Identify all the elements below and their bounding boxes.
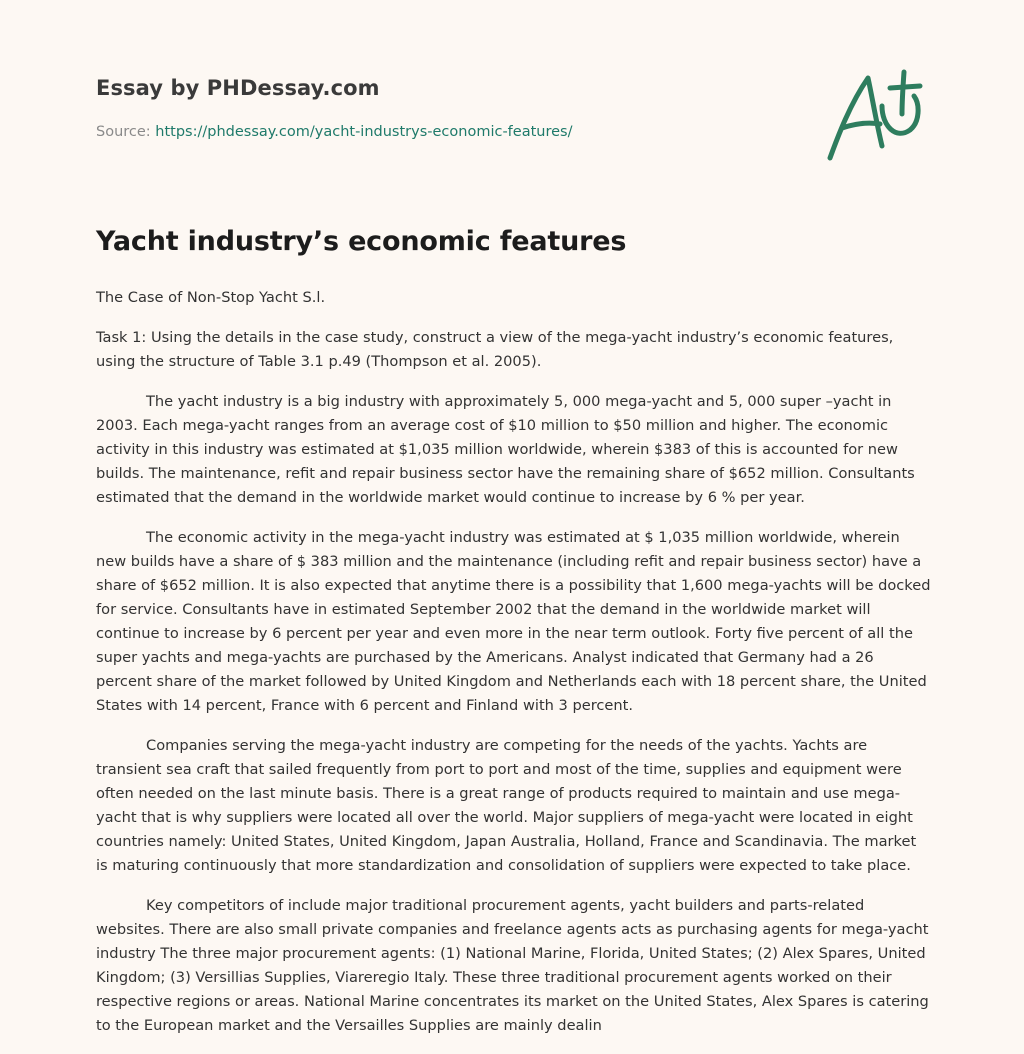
- body-paragraph: The economic activity in the mega-yacht industry was estimated at $ 1,035 million worldwide, wherein new builds have a share of $ 383 million and the maintenance (including refit and repair business sector) have a share of $652 million. It is also expected that anytime there is a possibility that 1,600 mega-yachts will be docked for service. Consultants have in estimated September 2002 that the demand in the worldwide market will continue to increase by 6 percent per year and even more in the near term outlook. Forty five percent of all the super yachts and mega-yachts are purchased by the Americans. Analyst indicated that Germany had a 26 percent share of the market followed by United Kingdom and Netherlands each with 18 percent share, the United States with 14 percent, France with 6 percent and Finland with 3 percent.: [96, 529, 931, 714]
- source-link[interactable]: https://phdessay.com/yacht-industrys-economic-features/: [155, 124, 573, 140]
- source-label: Source:: [96, 124, 156, 140]
- body-paragraph: Companies serving the mega-yacht industry are competing for the needs of the yachts. Yachts are transient sea craft that sailed frequently from port to port and most of the time, supplies and equipment were often needed on the last minute basis. There is a great range of products required to maintain and use mega-yacht that is why suppliers were located all over the world. Major suppliers of mega-yacht were located in eight countries namely: United States, United Kingdom, Japan Australia, Holland, France and Scandinavia. The market is maturing continuously that more standardization and consolidation of suppliers were expected to take place.: [96, 737, 917, 874]
- site-header: [96, 76, 380, 100]
- body-paragraph: The yacht industry is a big industry with approximately 5, 000 mega-yacht and 5, 000 super –yacht in 2003. Each mega-yacht ranges from an average cost of $10 million to $50 million and higher. The economic activity in this industry was estimated at $1,035 million worldwide, wherein $383 of this is accounted for new builds. The maintenance, refit and repair business sector have the remaining share of $652 million. Consultants estimated that the demand in the worldwide market would continue to increase by 6 % per year.: [96, 393, 915, 506]
- task-paragraph: Task 1: Using the details in the case study, construct a view of the mega-yacht industry’s economic features, using the structure of Table 3.1 p.49 (Thompson et al. 2005).: [96, 329, 894, 370]
- essay-title: Yacht industry’s economic features: [96, 226, 627, 257]
- case-subtitle: The Case of Non-Stop Yacht S.l.: [96, 289, 326, 306]
- site-title: Essay by PHDessay.com: [96, 76, 380, 100]
- a-plus-logo-icon: [820, 66, 930, 166]
- source-line: [96, 124, 572, 140]
- essay-body: [96, 286, 932, 1054]
- body-paragraph: Key competitors of include major traditional procurement agents, yacht builders and parts-related websites. There are also small private companies and freelance agents acts as purchasing agents for mega-yacht industry The three major procurement agents: (1) National Marine, Florida, United States; (2) Alex Spares, United Kingdom; (3) Versillias Supplies, Viareregio Italy. These three traditional procurement agents worked on their respective regions or areas. National Marine concentrates its market on the United States, Alex Spares is catering to the European market and the Versailles Supplies are mainly dealin: [96, 897, 929, 1034]
